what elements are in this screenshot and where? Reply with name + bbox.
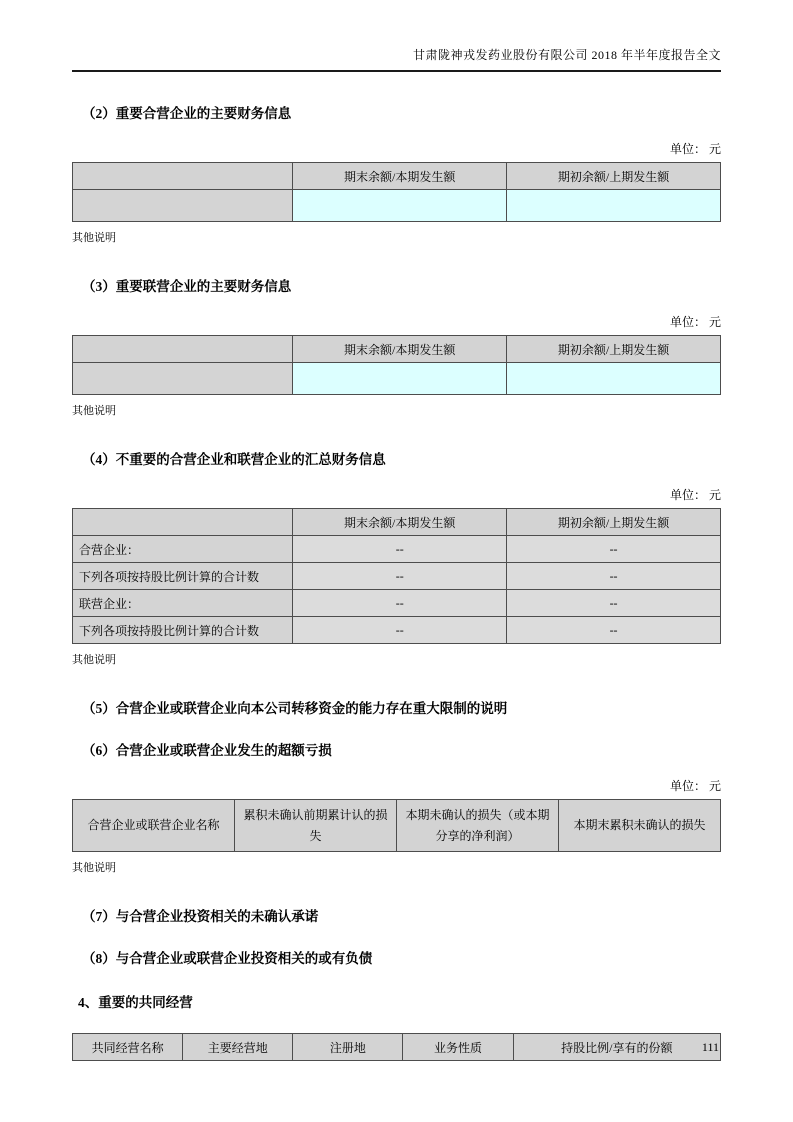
table-excess-losses: [72, 799, 721, 852]
row-label-cell: 联营企业：: [73, 590, 293, 617]
table-header-row: [73, 1034, 721, 1061]
header-cell: 本期未确认的损失（或本期分享的净利润）: [397, 800, 559, 852]
row-label-cell: [73, 190, 293, 222]
value-cell: [507, 190, 721, 222]
table-important-joint-ventures: [72, 162, 721, 222]
header-cell: 共同经营名称: [73, 1034, 183, 1061]
header-cell: 期末余额/本期发生额: [293, 336, 507, 363]
other-note: 其他说明: [72, 862, 116, 874]
value-cell: --: [293, 563, 507, 590]
other-note: 其他说明: [72, 405, 116, 417]
header-cell: 合营企业或联营企业名称: [73, 800, 235, 852]
section-heading-3: （3）重要联营企业的主要财务信息: [82, 279, 292, 294]
value-cell: --: [293, 617, 507, 644]
header-cell: 主要经营地: [183, 1034, 293, 1061]
header-cell: [73, 163, 293, 190]
section-heading-8: （8）与合营企业或联营企业投资相关的或有负债: [82, 951, 373, 966]
unit-label: 单位： 元: [669, 779, 721, 793]
table-header-row: [73, 336, 721, 363]
value-cell: --: [293, 536, 507, 563]
header-cell: 持股比例/享有的份额: [513, 1034, 720, 1061]
table-header-row: [73, 800, 721, 852]
unit-label: 单位： 元: [669, 315, 721, 329]
section-heading-joint-operation: 4、重要的共同经营: [78, 995, 193, 1010]
value-cell: --: [507, 563, 721, 590]
table-important-associates: [72, 335, 721, 395]
header-cell: [73, 336, 293, 363]
header-cell: 期初余额/上期发生额: [507, 163, 721, 190]
value-cell: [507, 363, 721, 395]
value-cell: --: [507, 536, 721, 563]
report-header-title: 甘肃陇神戎发药业股份有限公司 2018 年半年度报告全文: [412, 48, 721, 62]
section-heading-4: （4）不重要的合营企业和联营企业的汇总财务信息: [82, 452, 386, 467]
row-label-cell: 下列各项按持股比例计算的合计数: [73, 617, 293, 644]
section-heading-5: （5）合营企业或联营企业向本公司转移资金的能力存在重大限制的说明: [82, 701, 508, 716]
header-cell: 期初余额/上期发生额: [507, 336, 721, 363]
table-header-row: [73, 509, 721, 536]
table-joint-operation: [72, 1033, 721, 1061]
table-header-row: [73, 163, 721, 190]
table-row: [73, 190, 721, 222]
value-cell: --: [507, 590, 721, 617]
value-cell: --: [293, 590, 507, 617]
section-heading-6: （6）合营企业或联营企业发生的超额亏损: [82, 743, 332, 758]
table-row: [73, 536, 721, 563]
other-note: 其他说明: [72, 232, 116, 244]
header-cell: [73, 509, 293, 536]
row-label-cell: 下列各项按持股比例计算的合计数: [73, 563, 293, 590]
header-cell: 期末余额/本期发生额: [293, 509, 507, 536]
table-row: [73, 563, 721, 590]
header-cell: 期末余额/本期发生额: [293, 163, 507, 190]
page-number: 111: [701, 1040, 719, 1054]
header-cell: 注册地: [293, 1034, 403, 1061]
header-cell: 业务性质: [403, 1034, 513, 1061]
table-row: [73, 617, 721, 644]
value-cell: [293, 363, 507, 395]
value-cell: --: [507, 617, 721, 644]
row-label-cell: 合营企业：: [73, 536, 293, 563]
header-cell: 期初余额/上期发生额: [507, 509, 721, 536]
header-cell: 本期末累积未确认的损失: [559, 800, 721, 852]
table-row: [73, 363, 721, 395]
unit-label: 单位： 元: [669, 142, 721, 156]
table-summary-financial-info: [72, 508, 721, 644]
value-cell: [293, 190, 507, 222]
report-header: [72, 46, 721, 72]
unit-label: 单位： 元: [669, 488, 721, 502]
row-label-cell: [73, 363, 293, 395]
section-heading-7: （7）与合营企业投资相关的未确认承诺: [82, 909, 319, 924]
other-note: 其他说明: [72, 654, 116, 666]
section-heading-2: （2）重要合营企业的主要财务信息: [82, 106, 292, 121]
header-cell: 累积未确认前期累计认的损失: [235, 800, 397, 852]
table-row: [73, 590, 721, 617]
